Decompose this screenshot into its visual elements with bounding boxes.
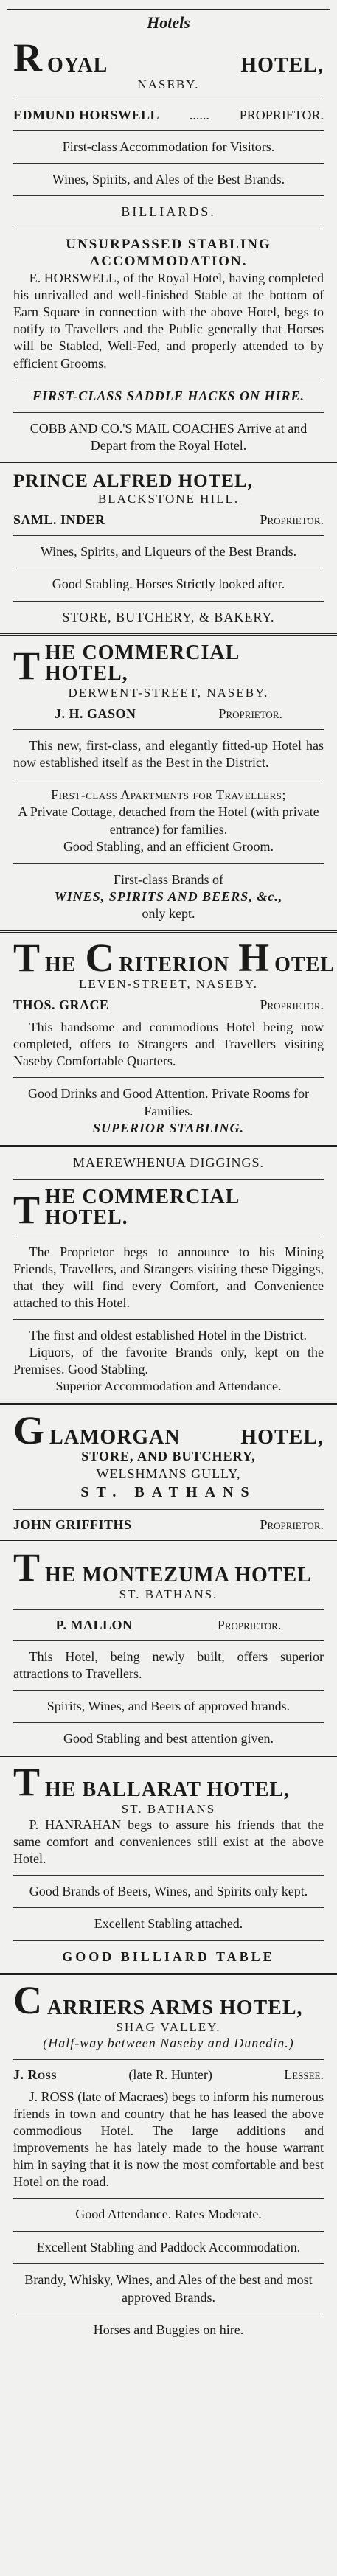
glamorgan-title-word2: HOTEL, <box>240 1426 324 1449</box>
carriers-arms-horses: Horses and Buggies on hire. <box>93 2322 244 2337</box>
carriers-arms-lessee-title: Lessee. <box>284 2067 324 2083</box>
commercial-naseby-brands-line: First-class Brands of <box>114 871 223 887</box>
prince-alfred-location: BLACKSTONE HILL. <box>97 491 240 506</box>
divider <box>13 2263 324 2264</box>
divider <box>13 863 324 864</box>
commercial-naseby-title <box>13 641 324 689</box>
royal-location: NASEBY. <box>137 77 200 91</box>
maerewhenua-district: MAEREWHENUA DIGGINGS. <box>73 1155 264 1170</box>
criterion-drinks: Good Drinks and Good Attention. Private Rooms for Families. <box>28 1086 309 1118</box>
royal-saddle-hacks: FIRST-CLASS SADDLE HACKS ON HIRE. <box>32 388 305 403</box>
criterion-body: This handsome and commodious Hotel being now completed, offers to Strangers and Travellers visiting Naseby Comfortable Quarters. <box>13 1020 324 1069</box>
divider <box>13 412 324 413</box>
ad-separator <box>0 1973 337 1975</box>
commercial-maerewhenua-title <box>13 1185 324 1233</box>
ad-separator <box>0 1755 337 1757</box>
commercial-maerewhenua-oldest: The first and oldest established Hotel in the District. <box>29 1328 308 1343</box>
divider <box>13 1179 324 1180</box>
montezuma-proprietor-line <box>13 1618 324 1633</box>
carriers-arms-brandy: Brandy, Whisky, Wines, and Ales of the best and most approved Brands. <box>24 2272 313 2305</box>
montezuma-title-initial: T <box>13 1545 41 1590</box>
commercial-naseby-apartments: First-class Apartments for Travellers; <box>51 787 286 802</box>
royal-proprietor-title: PROPRIETOR. <box>239 107 324 122</box>
divider <box>13 1609 324 1610</box>
criterion-proprietor-title: Proprietor. <box>260 998 324 1013</box>
ad-separator <box>0 1403 337 1405</box>
ad-commercial-hotel-naseby <box>0 643 337 923</box>
royal-coaches: COBB AND CO.'S MAIL COACHES Arrive at and Depart from the Royal Hotel. <box>29 420 308 453</box>
divider <box>13 130 324 131</box>
prince-alfred-store: STORE, BUTCHERY, & BAKERY. <box>62 609 275 624</box>
royal-title-word2: HOTEL, <box>240 53 324 77</box>
divider <box>13 1640 324 1641</box>
ad-glamorgan-hotel <box>0 1407 337 1533</box>
royal-proprietor: EDMUND HORSWELL <box>13 107 160 122</box>
criterion-title-initial-t: T <box>13 935 41 980</box>
criterion-title-word-otel: OTEL <box>274 953 335 977</box>
prince-alfred-proprietor-line <box>13 512 324 528</box>
montezuma-proprietor: P. MALLON <box>55 1617 133 1632</box>
prince-alfred-title: PRINCE ALFRED HOTEL, <box>13 470 253 491</box>
royal-body: E. HORSWELL, of the Royal Hotel, having completed his unrivalled and well-finished Stable at the bottom of Earn Square in connection with the above Hotel, begs to notify to Travellers and the Public generally that Horses will be Stabled, Well-Fed, and properly attended to by efficient Grooms. <box>13 271 324 371</box>
divider <box>13 1907 324 1908</box>
divider <box>13 1509 324 1510</box>
royal-title-initial: R <box>13 35 43 80</box>
montezuma-location: ST. BATHANS. <box>119 1587 218 1601</box>
ad-separator <box>0 930 337 933</box>
criterion-title-word-riterion: RITERION <box>119 953 230 977</box>
commercial-maerewhenua-title-rest: HE COMMERCIAL HOTEL. <box>45 1185 239 1229</box>
divider <box>13 2231 324 2232</box>
criterion-title-initial-c: C <box>85 935 115 980</box>
glamorgan-title-word1: LAMORGAN <box>49 1426 181 1449</box>
montezuma-title <box>13 1545 324 1590</box>
royal-billiards: BILLIARDS. <box>121 204 216 220</box>
criterion-location: LEVEN-STREET, NASEBY. <box>78 977 258 992</box>
criterion-stabling: SUPERIOR STABLING. <box>92 1121 245 1136</box>
montezuma-body: This Hotel, being newly built, offers superior attractions to Travellers. <box>13 1649 324 1681</box>
ad-commercial-hotel-maerewhenua <box>0 1155 337 1396</box>
criterion-proprietor: THOS. GRACE <box>13 998 109 1013</box>
royal-wines: Wines, Spirits, and Ales of the Best Brands. <box>52 171 285 187</box>
commercial-maerewhenua-body: The Proprietor begs to announce to his Mining Friends, Travellers, and Strangers visiting these Diggings, that they will find every Comfort, and Convenience attached to this Hotel. <box>13 1244 324 1311</box>
carriers-arms-attendance: Good Attendance. Rates Moderate. <box>75 2207 262 2222</box>
criterion-title-word-he: HE <box>45 953 77 977</box>
carriers-arms-lessee-line <box>13 2067 324 2083</box>
carriers-arms-paddock: Excellent Stabling and Paddock Accommodation. <box>36 2239 301 2255</box>
prince-alfred-stabling: Good Stabling. Horses Strictly looked after. <box>52 577 285 592</box>
carriers-arms-title-rest: ARRIERS ARMS HOTEL, <box>47 1996 303 2019</box>
ad-separator <box>0 1540 337 1542</box>
ballarat-brands: Good Brands of Beers, Wines, and Spirits only kept. <box>29 1884 308 1899</box>
royal-proprietor-line <box>13 108 324 123</box>
divider <box>13 1319 324 1320</box>
ad-separator <box>0 462 337 464</box>
prince-alfred-proprietor: SAML. INDER <box>13 512 105 527</box>
prince-alfred-proprietor-title: Proprietor. <box>260 512 324 527</box>
ballarat-title-initial: T <box>13 1760 41 1805</box>
royal-accommodation: First-class Accommodation for Visitors. <box>62 139 275 154</box>
ad-ballarat-hotel <box>0 1760 337 1966</box>
commercial-naseby-cottage: A Private Cottage, detached from the Hotel (with private entrance) for families. <box>18 804 319 837</box>
commercial-naseby-proprietor-line <box>13 706 324 722</box>
carriers-arms-between: (Half-way between Naseby and Dunedin.) <box>43 2035 294 2050</box>
divider <box>13 601 324 602</box>
ballarat-body: P. HANRAHAN begs to assure his friends that the same comfort and conveniences still exist at the above Hotel. <box>13 1817 324 1867</box>
ad-separator <box>0 1145 337 1147</box>
divider <box>13 1722 324 1723</box>
commercial-naseby-brands-end: only kept. <box>142 906 195 922</box>
commercial-naseby-brands: WINES, SPIRITS AND BEERS, &c., <box>54 888 283 904</box>
criterion-proprietor-line <box>13 998 324 1013</box>
carriers-arms-location: SHAG VALLEY. <box>116 2019 221 2034</box>
criterion-title <box>13 935 335 980</box>
ballarat-location: ST. BATHANS <box>121 1801 216 1816</box>
glamorgan-location: WELSHMANS GULLY, <box>96 1466 241 1481</box>
commercial-maerewhenua-title-initial: T <box>13 1188 41 1233</box>
ad-montezuma-hotel <box>0 1545 337 1747</box>
carriers-arms-body: J. ROSS (late of Macraes) begs to inform his numerous friends in town and country that he has leased the above commodious Hotel. The large additions and improvements he has lately made to the house warrant him in saying that it is now the most comfortable and best Hotel on the road. <box>13 2089 324 2190</box>
ballarat-billiard: GOOD BILLIARD TABLE <box>62 1949 275 1964</box>
commercial-naseby-proprietor: J. H. GASON <box>54 706 136 721</box>
montezuma-stabling: Good Stabling and best attention given. <box>63 1730 274 1746</box>
commercial-maerewhenua-superior: Superior Accommodation and Attendance. <box>55 1379 282 1394</box>
montezuma-title-rest: HE MONTEZUMA HOTEL <box>45 1563 312 1587</box>
criterion-title-initial-h: H <box>238 935 271 980</box>
montezuma-proprietor-title: Proprietor. <box>217 1617 282 1632</box>
commercial-naseby-proprietor-title: Proprietor. <box>218 706 282 721</box>
commercial-naseby-groom: Good Stabling, and an efficient Groom. <box>63 839 274 854</box>
commercial-naseby-body: This new, first-class, and elegantly fitted-up Hotel has now established itself as the Best in the District. <box>13 737 324 770</box>
glamorgan-proprietor-line <box>13 1517 324 1533</box>
glamorgan-place: ST. BATHANS <box>80 1483 257 1500</box>
divider <box>13 729 324 730</box>
carriers-arms-lessee: J. Ross <box>13 2067 58 2083</box>
divider <box>13 1875 324 1876</box>
divider <box>13 535 324 536</box>
prince-alfred-wines: Wines, Spirits, and Liqueurs of the Best Brands. <box>40 543 297 559</box>
divider <box>13 195 324 196</box>
carriers-arms-title <box>13 1978 324 2023</box>
ballarat-stabling: Excellent Stabling attached. <box>94 1916 243 1932</box>
top-rule <box>7 9 330 10</box>
royal-proprietor-sep: ...... <box>189 107 209 122</box>
glamorgan-title <box>13 1407 324 1452</box>
ad-separator <box>0 633 337 636</box>
ballarat-title <box>13 1760 324 1805</box>
divider <box>13 2198 324 2199</box>
commercial-maerewhenua-liquors: Liquors, of the favorite Brands only, kept on the Premises. Good Stabling. <box>13 1345 324 1377</box>
divider <box>13 1077 324 1078</box>
carriers-arms-late: (late R. Hunter) <box>128 2067 212 2083</box>
royal-title-word1: OYAL <box>47 53 108 77</box>
ad-criterion-hotel <box>0 935 337 1138</box>
glamorgan-title-initial: G <box>13 1407 46 1452</box>
divider <box>13 2059 324 2060</box>
carriers-arms-title-initial: C <box>13 1978 43 2023</box>
commercial-naseby-location: DERWENT-STREET, NASEBY. <box>68 685 269 700</box>
ad-prince-alfred-hotel <box>0 472 337 626</box>
section-header: Hotels <box>147 13 190 32</box>
glamorgan-proprietor: JOHN GRIFFITHS <box>13 1517 132 1532</box>
divider <box>13 163 324 164</box>
glamorgan-proprietor-title: Proprietor. <box>260 1517 324 1532</box>
divider <box>13 1940 324 1941</box>
royal-stabling-heading: UNSURPASSED STABLING ACCOMMODATION. <box>66 236 271 269</box>
royal-title <box>13 35 324 80</box>
ballarat-title-rest: HE BALLARAT HOTEL, <box>45 1778 291 1801</box>
commercial-naseby-title-rest: HE COMMERCIAL HOTEL, <box>45 641 239 685</box>
divider <box>13 1690 324 1691</box>
ad-royal-hotel <box>0 35 337 455</box>
glamorgan-store: STORE, AND BUTCHERY, <box>81 1449 256 1464</box>
ad-carriers-arms-hotel <box>0 1978 337 2339</box>
montezuma-spirits: Spirits, Wines, and Beers of approved brands. <box>46 1698 291 1713</box>
commercial-naseby-title-initial: T <box>13 644 41 689</box>
